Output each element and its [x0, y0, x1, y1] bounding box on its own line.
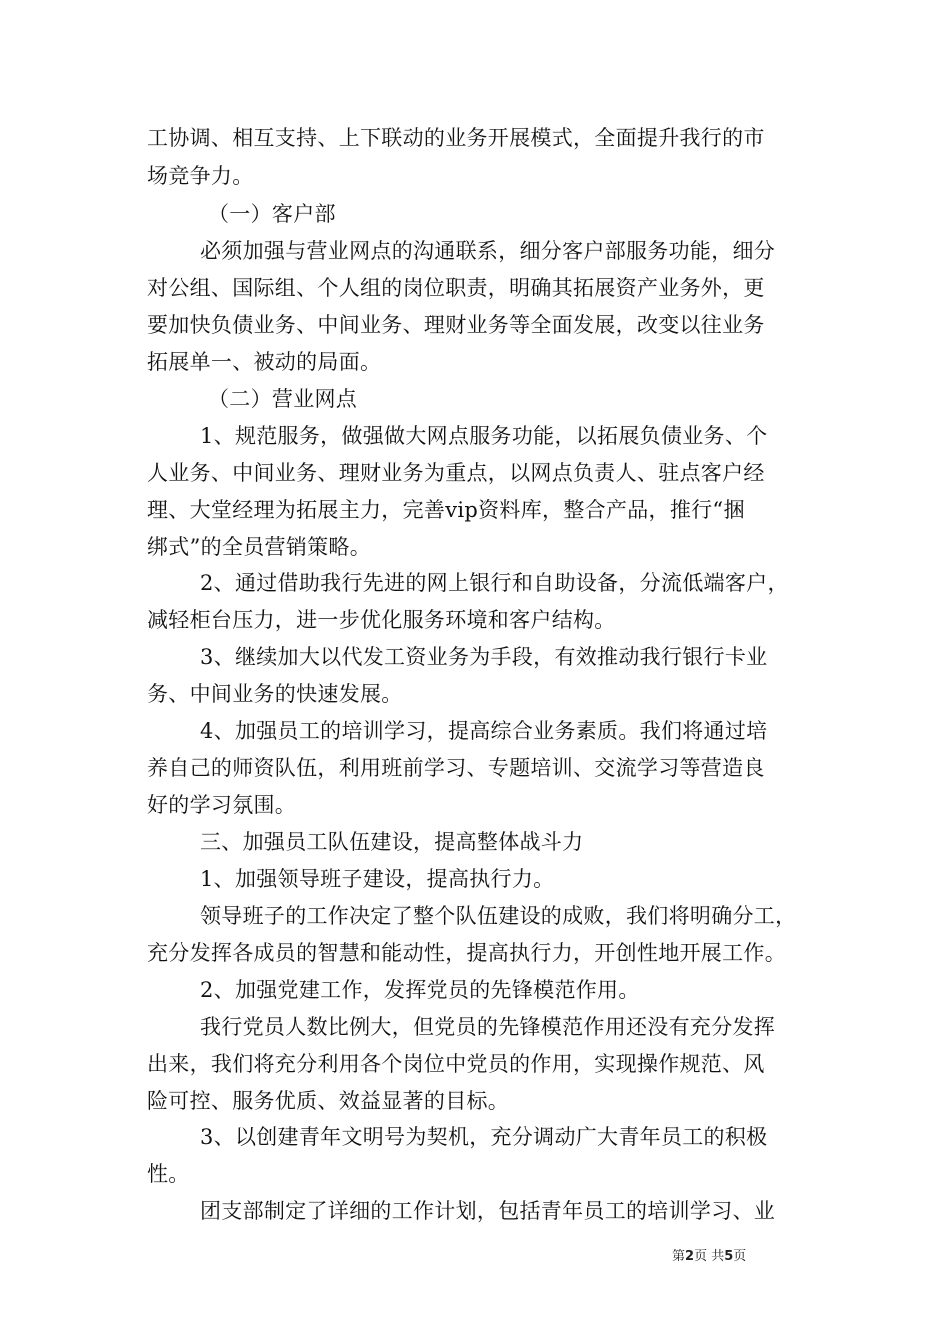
text-line: 场竞争力。 [147, 164, 254, 188]
section-heading: （一）客户部 [208, 202, 336, 226]
page-number-footer [672, 1248, 832, 1266]
text-line: 出来，我们将充分利用各个岗位中党员的作用，实现操作规范、风 [147, 1052, 765, 1076]
footer-suffix: 页 [733, 1249, 747, 1264]
section-heading: 三、加强员工队伍建设，提高整体战斗力 [200, 830, 584, 854]
text-line: 减轻柜台压力，进一步优化服务环境和客户结构。 [147, 608, 616, 632]
text-line: 3、继续加大以代发工资业务为手段，有效推动我行银行卡业 [200, 645, 768, 669]
text-line: 性。 [147, 1162, 190, 1186]
text-line: 团支部制定了详细的工作计划，包括青年员工的培训学习、业 [200, 1199, 776, 1223]
text-line: 2、加强党建工作，发挥党员的先锋模范作用。 [200, 978, 640, 1002]
text-line: 险可控、服务优质、效益显著的目标。 [147, 1089, 510, 1113]
text-line: 充分发挥各成员的智慧和能动性，提高执行力，开创性地开展工作。 [147, 941, 786, 965]
text-line: 拓展单一、被动的局面。 [147, 350, 382, 374]
text-line: 4、加强员工的培训学习，提高综合业务素质。我们将通过培 [200, 719, 768, 743]
text-line: 养自己的师资队伍，利用班前学习、专题培训、交流学习等营造良 [147, 756, 765, 780]
text-line: 理、大堂经理为拓展主力，完善vip资料库，整合产品，推行“捆 [147, 498, 745, 522]
text-line: 必须加强与营业网点的沟通联系，细分客户部服务功能，细分 [200, 239, 776, 263]
section-heading: （二）营业网点 [208, 387, 358, 411]
text-line: 1、规范服务，做强做大网点服务功能，以拓展负债业务、个 [200, 424, 768, 448]
text-line: 2、通过借助我行先进的网上银行和自助设备，分流低端客户， [200, 571, 789, 595]
text-line: 我行党员人数比例大，但党员的先锋模范作用还没有充分发挥 [200, 1015, 776, 1039]
text-line: 工协调、相互支持、上下联动的业务开展模式，全面提升我行的市 [147, 126, 765, 150]
footer-prefix: 第 [672, 1249, 686, 1264]
text-line: 绑式”的全员营销策略。 [147, 535, 372, 559]
text-line: 1、加强领导班子建设，提高执行力。 [200, 867, 555, 891]
text-line: 好的学习氛围。 [147, 793, 297, 817]
current-page-number: 2 [685, 1249, 695, 1264]
text-line: 人业务、中间业务、理财业务为重点，以网点负责人、驻点客户经 [147, 461, 765, 485]
text-line: 3、以创建青年文明号为契机，充分调动广大青年员工的积极 [200, 1125, 768, 1149]
text-line: 领导班子的工作决定了整个队伍建设的成败，我们将明确分工， [200, 904, 797, 928]
text-line: 务、中间业务的快速发展。 [147, 682, 403, 706]
text-line: 对公组、国际组、个人组的岗位职责，明确其拓展资产业务外，更 [147, 276, 765, 300]
total-page-count: 5 [724, 1249, 734, 1264]
footer-middle: 页 共 [694, 1249, 725, 1264]
text-line: 要加快负债业务、中间业务、理财业务等全面发展，改变以往业务 [147, 313, 765, 337]
